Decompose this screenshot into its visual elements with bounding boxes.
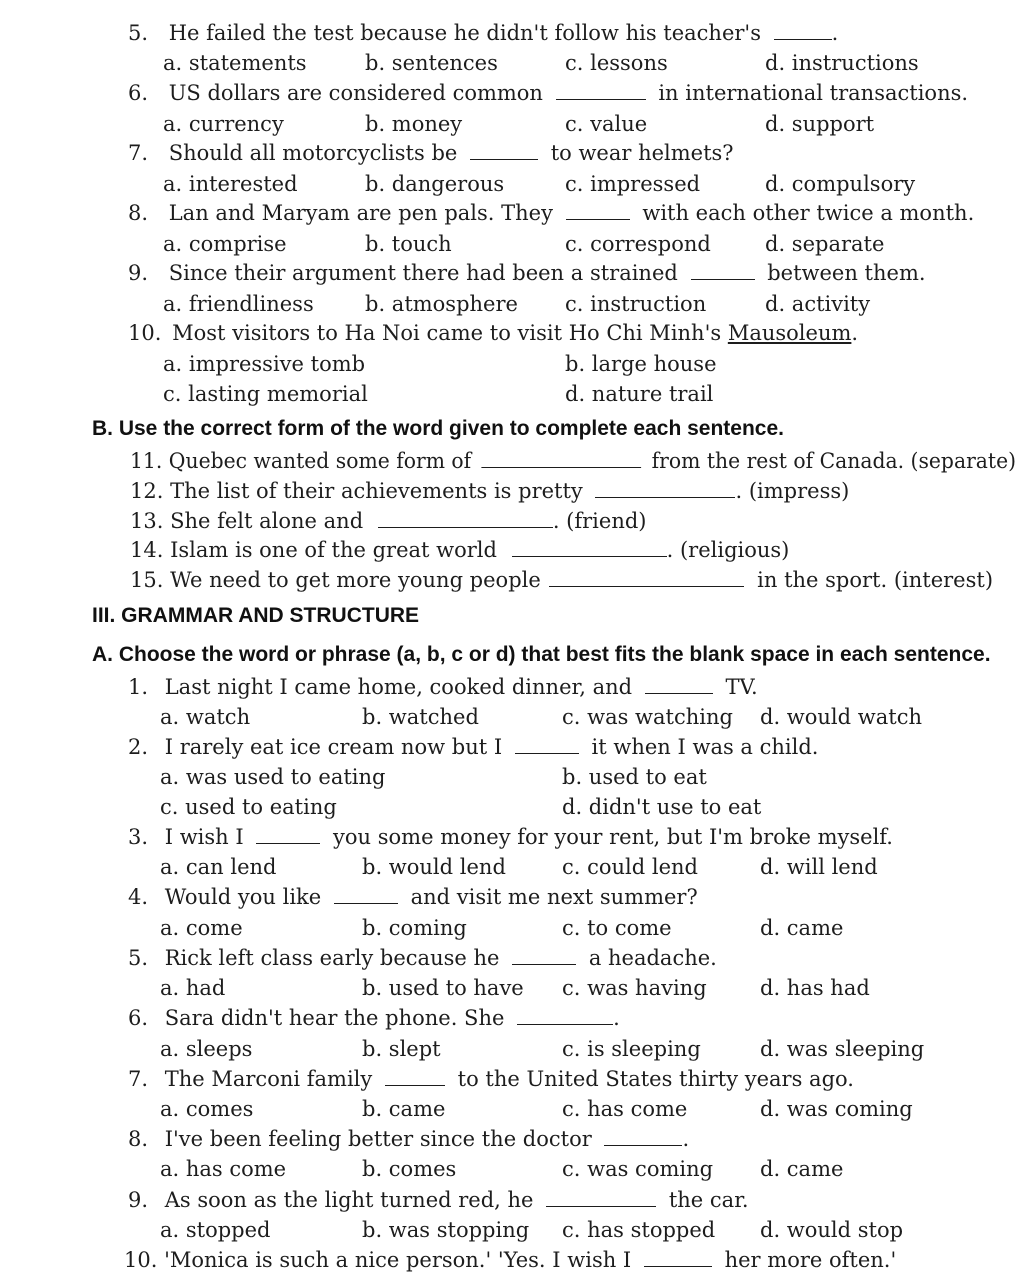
option-d[interactable]: d. support: [765, 112, 875, 136]
answer-blank[interactable]: [378, 509, 553, 528]
question-text: I wish I: [164, 825, 244, 849]
answer-blank[interactable]: [604, 1127, 682, 1146]
question-number: 6.: [128, 81, 149, 105]
option-a[interactable]: a. currency: [163, 112, 284, 136]
question-line: [130, 508, 647, 534]
question-text: to wear helmets?: [550, 141, 734, 165]
option-d[interactable]: d. didn't use to eat: [562, 795, 762, 819]
question-line: [128, 945, 717, 971]
option-b[interactable]: b. atmosphere: [365, 292, 518, 316]
option-b[interactable]: b. coming: [362, 916, 467, 940]
option-b[interactable]: b. used to have: [362, 976, 524, 1000]
option-d[interactable]: d. compulsory: [765, 172, 916, 196]
answer-blank[interactable]: [556, 81, 646, 100]
option-d[interactable]: d. has had: [760, 976, 870, 1000]
question-text: Most visitors to Ha Noi came to visit Ho Chi Minh's: [172, 321, 722, 345]
option-d[interactable]: d. was sleeping: [760, 1037, 925, 1061]
question-number: 7.: [128, 1067, 149, 1091]
question-number: 12.: [130, 479, 164, 503]
option-b[interactable]: b. dangerous: [365, 172, 505, 196]
option-b[interactable]: b. sentences: [365, 51, 498, 75]
question-text: to the United States thirty years ago.: [457, 1067, 854, 1091]
question-text: in the sport. (interest): [757, 568, 994, 592]
question-text: her more often.': [724, 1248, 897, 1272]
question-number: 15.: [130, 568, 164, 592]
option-a[interactable]: a. statements: [163, 51, 307, 75]
question-punctuation: .: [682, 1127, 690, 1151]
question-punctuation: .: [851, 321, 859, 345]
option-b[interactable]: b. was stopping: [362, 1218, 530, 1242]
question-text: She felt alone and: [170, 509, 364, 533]
question-text: between them.: [767, 261, 926, 285]
option-a[interactable]: a. interested: [163, 172, 298, 196]
question-number: 11.: [130, 449, 163, 473]
option-c[interactable]: c. value: [565, 112, 648, 136]
option-c[interactable]: c. has stopped: [562, 1218, 716, 1242]
question-text: in international transactions.: [658, 81, 969, 105]
question-text: Islam is one of the great world: [170, 538, 497, 562]
option-c[interactable]: c. was coming: [562, 1157, 714, 1181]
question-number: 2.: [128, 735, 149, 759]
question-text: you some money for your rent, but I'm broke myself.: [333, 825, 893, 849]
question-line: [128, 734, 818, 760]
option-b[interactable]: b. used to eat: [562, 765, 707, 789]
question-line: [128, 80, 968, 106]
option-a[interactable]: a. friendliness: [163, 292, 314, 316]
option-d[interactable]: d. nature trail: [565, 382, 714, 406]
option-b[interactable]: b. slept: [362, 1037, 441, 1061]
option-b[interactable]: b. money: [365, 112, 463, 136]
question-text: Would you like: [164, 885, 322, 909]
question-number: 5.: [128, 946, 149, 970]
option-d[interactable]: d. activity: [765, 292, 871, 316]
option-a[interactable]: a. was used to eating: [160, 765, 386, 789]
question-line: [128, 200, 974, 226]
underlined-word: Mausoleum: [727, 321, 852, 345]
answer-blank[interactable]: [482, 449, 642, 468]
question-text: I've been feeling better since the doctor: [164, 1127, 592, 1151]
question-text: Lan and Maryam are pen pals. They: [168, 201, 553, 225]
answer-blank[interactable]: [549, 568, 744, 587]
question-number: 10.: [128, 321, 162, 345]
option-c[interactable]: c. has come: [562, 1097, 688, 1121]
answer-blank[interactable]: [334, 885, 398, 904]
question-punctuation: .: [613, 1006, 620, 1030]
question-line: [130, 478, 849, 504]
option-c[interactable]: c. lessons: [565, 51, 668, 75]
question-text: and visit me next summer?: [410, 885, 698, 909]
question-text: Last night I came home, cooked dinner, and: [164, 675, 633, 699]
question-text: Since their argument there had been a strained: [168, 261, 678, 285]
answer-blank[interactable]: [774, 21, 832, 40]
question-line: [128, 824, 893, 850]
option-a[interactable]: a. impressive tomb: [163, 352, 366, 376]
question-number: 4.: [128, 885, 149, 909]
question-line: [128, 1126, 689, 1152]
question-text: We need to get more young people: [170, 568, 541, 592]
question-number: 13.: [130, 509, 164, 533]
question-text: US dollars are considered common: [168, 81, 543, 105]
option-d[interactable]: d. separate: [765, 232, 885, 256]
section-heading: III. GRAMMAR AND STRUCTURE: [92, 604, 420, 627]
question-line: [128, 884, 698, 910]
question-number: 6.: [128, 1006, 149, 1030]
option-d[interactable]: d. will lend: [760, 855, 878, 879]
question-text: Sara didn't hear the phone. She: [164, 1006, 505, 1030]
question-text: He failed the test because he didn't follow his teacher's: [168, 21, 761, 45]
option-a[interactable]: a. comes: [160, 1097, 254, 1121]
option-d[interactable]: d. instructions: [765, 51, 919, 75]
question-line: [128, 1066, 854, 1092]
answer-blank[interactable]: [256, 825, 320, 844]
question-text: As soon as the light turned red, he: [164, 1188, 534, 1212]
option-d[interactable]: d. would stop: [760, 1218, 904, 1242]
option-c[interactable]: c. could lend: [562, 855, 698, 879]
option-b[interactable]: b. touch: [365, 232, 452, 256]
question-line: [128, 320, 858, 346]
option-c[interactable]: c. was having: [562, 976, 707, 1000]
answer-blank[interactable]: [566, 201, 630, 220]
option-d[interactable]: d. would watch: [760, 705, 922, 729]
question-line: [130, 567, 993, 593]
question-text: from the rest of Canada. (separate): [651, 449, 1017, 473]
option-d[interactable]: d. was coming: [760, 1097, 913, 1121]
option-b[interactable]: b. came: [362, 1097, 446, 1121]
question-line: [128, 674, 758, 700]
answer-blank[interactable]: [385, 1067, 445, 1086]
option-b[interactable]: b. watched: [362, 705, 479, 729]
question-text: The list of their achievements is pretty: [170, 479, 583, 503]
question-text: . (impress): [735, 479, 850, 503]
question-text: The Marconi family: [164, 1067, 373, 1091]
option-c[interactable]: c. used to eating: [160, 795, 337, 819]
question-text: Rick left class early because he: [164, 946, 500, 970]
option-d[interactable]: d. came: [760, 916, 844, 940]
question-line: [128, 20, 838, 46]
question-number: 9.: [128, 261, 149, 285]
sub-heading: A. Choose the word or phrase (a, b, c or d) that best fits the blank space in each sentence.: [92, 643, 991, 666]
answer-blank[interactable]: [512, 538, 667, 557]
question-text: Should all motorcyclists be: [168, 141, 458, 165]
question-line: [128, 1187, 749, 1213]
question-number: 8.: [128, 1127, 149, 1151]
question-number: 14.: [130, 538, 164, 562]
answer-blank[interactable]: [691, 261, 755, 280]
question-text: TV.: [725, 675, 758, 699]
option-a[interactable]: a. stopped: [160, 1218, 271, 1242]
option-a[interactable]: a. comprise: [163, 232, 287, 256]
question-text: 'Monica is such a nice person.' 'Yes. I wish I: [164, 1248, 632, 1272]
question-number: 7.: [128, 141, 149, 165]
question-number: 9.: [128, 1188, 149, 1212]
answer-blank[interactable]: [645, 675, 713, 694]
question-line: [124, 1247, 896, 1273]
question-text: it when I was a child.: [591, 735, 819, 759]
question-number: 1.: [128, 675, 149, 699]
option-c[interactable]: c. lasting memorial: [163, 382, 368, 406]
answer-blank[interactable]: [515, 735, 579, 754]
question-text: I rarely eat ice cream now but I: [164, 735, 503, 759]
option-b[interactable]: b. large house: [565, 352, 717, 376]
question-line: [128, 260, 926, 286]
question-line: [130, 448, 1016, 474]
option-c[interactable]: c. was watching: [562, 705, 733, 729]
question-line: [128, 1005, 620, 1031]
answer-blank[interactable]: [546, 1188, 656, 1207]
option-a[interactable]: a. had: [160, 976, 226, 1000]
option-a[interactable]: a. has come: [160, 1157, 287, 1181]
question-text: . (friend): [552, 509, 647, 533]
option-a[interactable]: a. watch: [160, 705, 251, 729]
option-d[interactable]: d. came: [760, 1157, 844, 1181]
option-c[interactable]: c. to come: [562, 916, 672, 940]
question-text: the car.: [668, 1188, 749, 1212]
question-number: 8.: [128, 201, 149, 225]
option-a[interactable]: a. sleeps: [160, 1037, 253, 1061]
question-number: 3.: [128, 825, 149, 849]
answer-blank[interactable]: [595, 479, 735, 498]
option-b[interactable]: b. would lend: [362, 855, 506, 879]
question-line: [130, 537, 789, 563]
answer-blank[interactable]: [644, 1248, 712, 1267]
question-number: 5.: [128, 21, 149, 45]
question-punctuation: .: [831, 21, 839, 45]
section-heading: B. Use the correct form of the word given to complete each sentence.: [92, 417, 784, 440]
option-b[interactable]: b. comes: [362, 1157, 457, 1181]
question-text: Quebec wanted some form of: [168, 449, 472, 473]
question-text: with each other twice a month.: [642, 201, 975, 225]
option-c[interactable]: c. correspond: [565, 232, 711, 256]
answer-blank[interactable]: [470, 141, 538, 160]
question-text: . (religious): [666, 538, 790, 562]
question-text: a headache.: [588, 946, 717, 970]
option-a[interactable]: a. can lend: [160, 855, 277, 879]
option-c[interactable]: c. is sleeping: [562, 1037, 701, 1061]
option-c[interactable]: c. instruction: [565, 292, 707, 316]
option-a[interactable]: a. come: [160, 916, 243, 940]
answer-blank[interactable]: [512, 946, 576, 965]
answer-blank[interactable]: [517, 1006, 613, 1025]
option-c[interactable]: c. impressed: [565, 172, 701, 196]
question-line: [128, 140, 734, 166]
question-number: 10.: [124, 1248, 158, 1272]
